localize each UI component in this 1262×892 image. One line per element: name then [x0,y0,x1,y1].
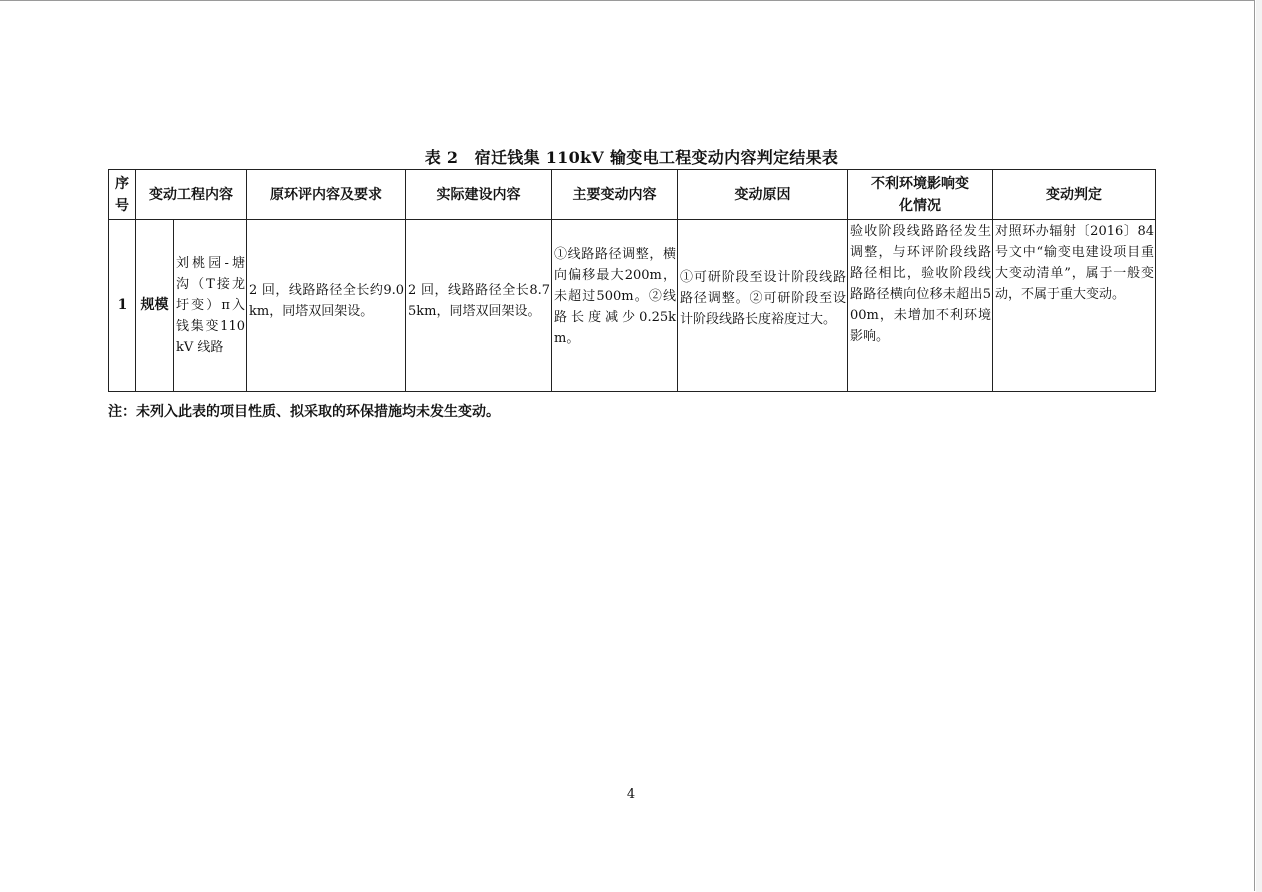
change-judgement-table [108,169,1156,392]
header-change-reasons: 变动原因 [678,170,848,220]
row-impact-cell [848,220,993,392]
row-reasons-cell [678,220,848,392]
table-row [109,220,1156,392]
header-original-eia: 原环评内容及要求 [247,170,406,220]
row-reasons: ①可研阶段至设计阶段线路路径调整。②可研阶段至设计阶段线路长度裕度过大。 [680,270,846,327]
header-adverse-impact: 不利环境影响变化情况 [848,170,993,220]
row-category: 规模 [136,220,174,392]
table-title: 表 2 宿迁钱集 110kV 输变电工程变动内容判定结果表 [424,148,839,167]
row-impact: 验收阶段线路路径发生调整，与环评阶段线路路径相比，验收阶段线路路径横向位移未超出500m，未增加不利环境影响。 [850,224,991,344]
row-actual-cell [406,220,552,392]
header-main-changes: 主要变动内容 [552,170,678,220]
row-judgement-cell [993,220,1156,392]
row-changes: ①线路路径调整，横向偏移最大200m，未超过500m。②线路长度减少0.25km。 [554,247,676,346]
row-item-cell [174,220,247,392]
row-index: 1 [109,220,136,392]
page-edge [1256,0,1262,892]
row-original-cell [247,220,406,392]
row-item: 刘桃园-塘沟（T接龙圩变）π入钱集变110kV 线路 [176,256,245,355]
header-judgement: 变动判定 [993,170,1156,220]
row-original: 2 回，线路路径全长约9.0km，同塔双回架设。 [249,282,404,319]
header-project-content: 变动工程内容 [136,170,247,220]
header-actual-construction: 实际建设内容 [406,170,552,220]
header-index: 序号 [109,170,136,220]
row-judgement: 对照环办辐射〔2016〕84 号文中“输变电建设项目重大变动清单”，属于一般变动，不属于重大变动。 [995,224,1154,302]
row-changes-cell [552,220,678,392]
table-header-row [109,170,1156,220]
table-note: 注：未列入此表的项目性质、拟采取的环保措施均未发生变动。 [108,404,500,420]
page-number: 4 [626,787,636,802]
row-actual: 2 回，线路路径全长8.75km，同塔双回架设。 [408,282,550,319]
